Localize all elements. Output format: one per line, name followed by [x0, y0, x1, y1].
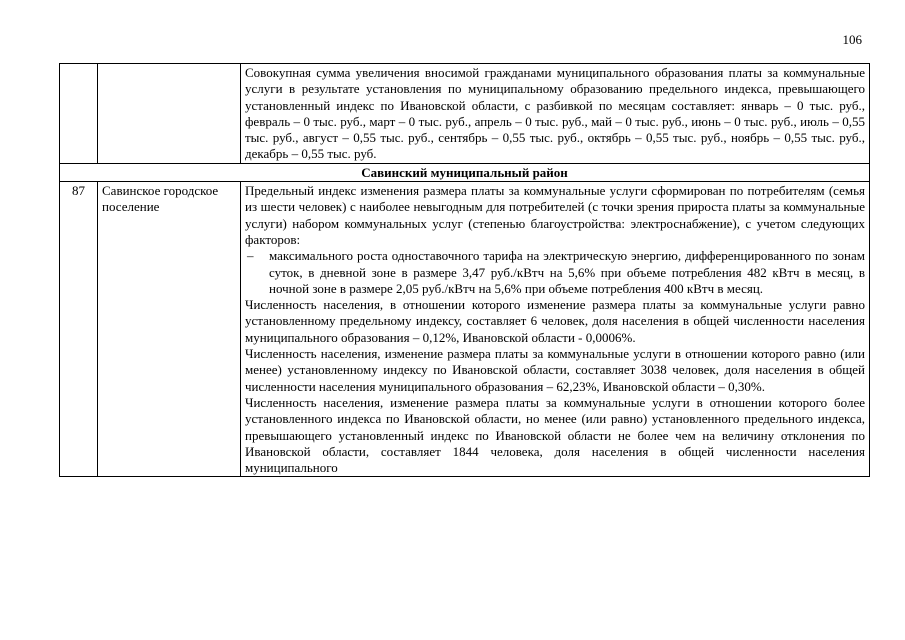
municipality-name-cell [98, 64, 241, 164]
section-row [60, 163, 870, 181]
municipality-name-cell: Савинское городское поселение [98, 182, 241, 477]
section-title: Савинский муниципальный район [60, 163, 870, 181]
dash-bullet: – [247, 248, 254, 264]
intro-paragraph: Предельный индекс изменения размера платы за коммунальные услуги сформирован по потребителям (семья из шести человек) с наиболее невыгодным для потребителей (с точки зрения прироста платы за коммунальные услуги) набором коммунальных услуг (степенью благоустройства: электроснабжение), с учетом следующих факторов: [245, 183, 865, 247]
page-number: 106 [842, 32, 862, 47]
row-number-cell: 87 [60, 182, 98, 477]
description-cell [241, 182, 870, 477]
population-paragraph-1: Численность населения, в отношении которого изменение размера платы за коммунальные услуги равно установленному предельному индексу, составляет 6 человек, доля населения в общей численности населения муниципального образования – 0,12%, Ивановской области - 0,0006%. [245, 297, 865, 345]
factor-list-item [245, 248, 865, 297]
description-cell [241, 64, 870, 164]
summary-paragraph: Совокупная сумма увеличения вносимой гражданами муниципального образования платы за коммунальные услуги в результате установления по муниципальному образованию предельного индекса, превышающего установленный индекс по Ивановской области, с разбивкой по месяцам составляет: январь – 0 тыс. руб., февраль – 0 тыс. руб., март – 0 тыс. руб., апрель – 0 тыс. руб., май – 0 тыс. руб., июнь – 0 тыс. руб., июль – 0,55 тыс. руб., август – 0,55 тыс. руб., сентябрь – 0,55 тыс. руб., октябрь – 0,55 тыс. руб., ноябрь – 0,55 тыс. руб., декабрь – 0,55 тыс. руб. [245, 65, 865, 162]
document-table [59, 63, 870, 477]
population-paragraph-3: Численность населения, изменение размера платы за коммунальные услуги в отношении которого более установленного индекса по Ивановской области, но менее (или равно) установленного предельного индекса, превышающего установленный индекс по Ивановской области не более чем на величину отклонения по Ивановской области, составляет 1844 человека, доля населения в общей численности населения муниципального [245, 394, 865, 476]
table-row [60, 182, 870, 477]
factor-text: максимального роста одноставочного тарифа на электрическую энергию, дифференцированного по зонам суток, в дневной зоне в размере 3,47 руб./кВтч на 5,6% при объеме потребления 482 кВтч в месяц, в ночной зоне в размере 2,05 руб./кВтч на 5,6% при объеме потребления 400 кВтч в месяц. [269, 248, 865, 296]
continuation-row [60, 64, 870, 164]
population-paragraph-2: Численность населения, изменение размера платы за коммунальные услуги в отношении которого равно (или менее) установленному индексу по Ивановской области, составляет 3038 человек, доля населения в общей численности населения муниципального образования – 62,23%, Ивановской области – 0,30%. [245, 346, 865, 394]
row-number-cell [60, 64, 98, 164]
